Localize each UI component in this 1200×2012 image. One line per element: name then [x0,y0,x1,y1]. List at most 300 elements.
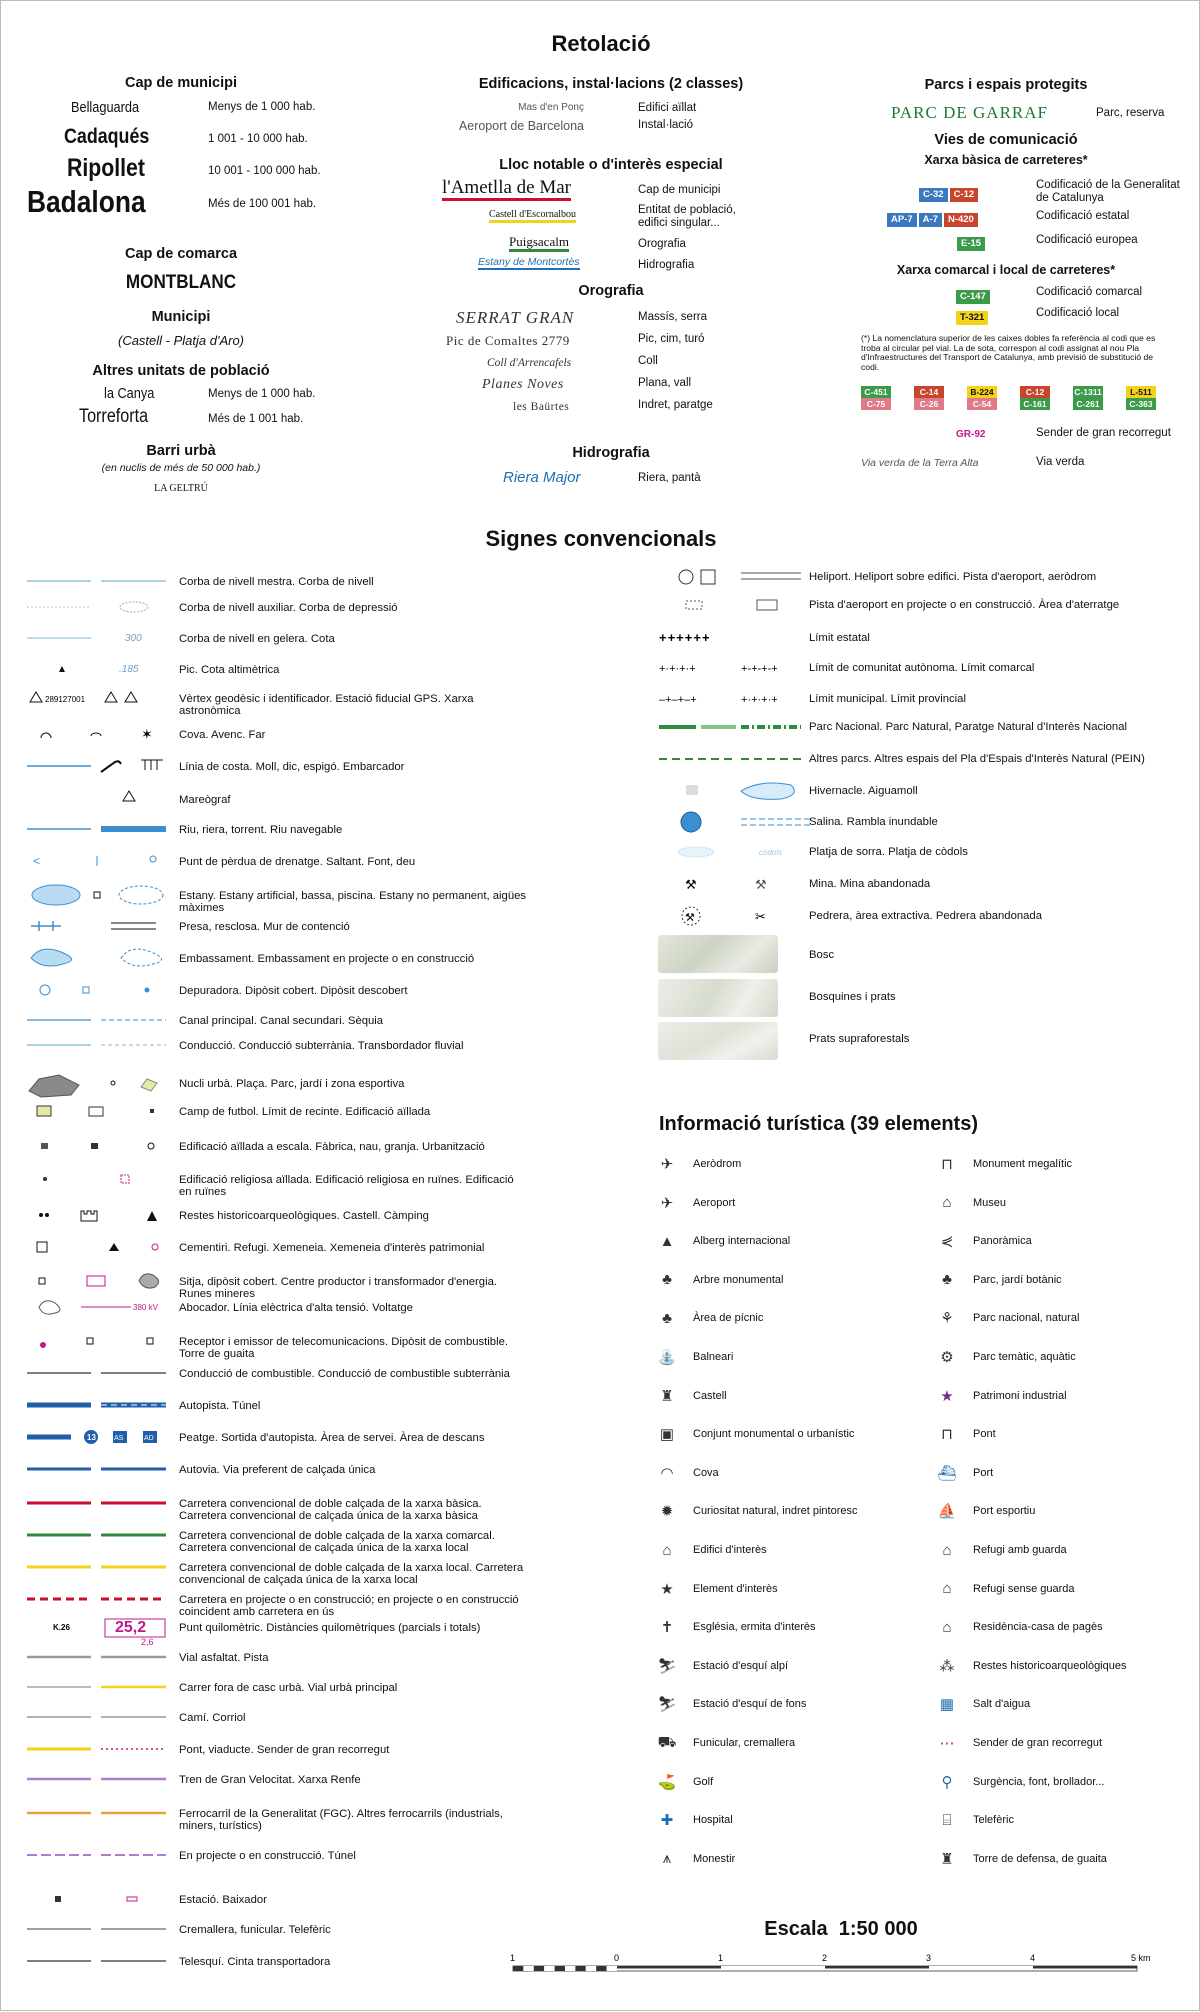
cap-comarca-heading: Cap de comarca [124,246,238,262]
scale-subdivision [513,1966,523,1971]
tourism-label: Monument megalític [973,1158,1073,1170]
oro-desc: Coll [638,355,658,367]
tourism-item [657,1271,784,1289]
tourism-item [657,1734,795,1752]
energy-center-icon [87,1276,105,1286]
tourism-icon: ⋯ [939,1735,955,1752]
double-road-badge [1073,386,1103,410]
pebble-beach-text: còdols [759,848,783,857]
parc-desc: Parc, reserva [1096,107,1165,119]
tourism-item [657,1811,733,1829]
town-desc: 10 001 - 100 000 hab. [208,165,321,177]
badge-top: C-14 [914,386,944,398]
lloc-heading: Lloc notable o d'interès especial [499,157,723,173]
pier-icon [101,761,121,772]
signe-label: Punt quilomètric. Distàncies quilomètriques (parcials i totals) [179,1622,481,1634]
greenhouse-icon [686,785,698,795]
isolated-building-icon [150,1109,154,1113]
temporary-lake-icon [119,886,163,904]
municipi-heading: Municipi [151,309,211,325]
tourism-label: Refugi amb guarda [973,1544,1067,1556]
tourism-item [937,1232,1032,1250]
tourism-label: Aeròdrom [693,1158,742,1170]
tourism-icon: ✈ [660,1156,674,1173]
signe-label: Abocador. Línia elèctrica d'alta tensió. Voltatge [179,1302,413,1314]
town-name-large: Ripollet [67,154,145,182]
signe-label: Platja de sorra. Platja de còdols [809,846,968,858]
tourism-icon: ♜ [940,1850,954,1868]
signe-label: Bosquines i prats [809,991,896,1003]
tourism-item [657,1425,854,1443]
tourism-icon: ★ [660,1580,674,1598]
tourism-item [657,1464,719,1482]
planned-runway-icon [686,601,702,609]
tourism-icon: ⊓ [941,1426,953,1444]
tourism-item [657,1502,857,1520]
tourism-icon: ✈ [660,1194,674,1212]
scale-subdivision [565,1966,575,1971]
tourism-label: Panoràmica [973,1235,1032,1248]
tourism-item [937,1618,1103,1636]
tourism-icon: ⊓ [941,1156,953,1173]
station-icon [55,1896,61,1902]
signe-label: Corba de nivell en gelera. Cota [179,633,335,645]
tourism-icon: ⛳ [657,1773,677,1791]
signe-label: Depuradora. Dipòsit cobert. Dipòsit descobert [179,985,408,997]
badge-top: C-1311 [1074,387,1102,397]
tourism-label: Museu [973,1196,1007,1209]
tourism-icon: ⌂ [942,1194,952,1212]
silo-icon [39,1278,45,1284]
tourism-label: Monestir [693,1852,736,1865]
tourism-label: Salt d'aigua [973,1698,1031,1711]
abandoned-quarry-icon: ✂ [755,909,766,924]
scale-segment [721,1966,825,1969]
tourism-icon: ⛷ [657,1696,677,1714]
signe-label: Nucli urbà. Plaça. Parc, jardí i zona esportiva [179,1078,405,1090]
archaeology-icon [39,1213,43,1217]
tourism-icon: ⌂ [942,1541,952,1559]
signe-label: Carrer fora de casc urbà. Vial urbà principal [179,1682,398,1694]
covered-tank-icon [83,987,89,993]
pool-icon [94,892,100,898]
avenc-icon [91,733,101,736]
municipi-name: (Castell - Platja d'Aro) [117,333,245,348]
via-verda-desc: Via verda [1036,456,1085,468]
tourism-item [657,1232,790,1250]
tourism-label: Balneari [693,1351,734,1363]
lloc-name-municipi: l'Ametlla de Mar [442,177,571,201]
town-name-xlarge: Badalona [27,184,146,219]
tourism-item [937,1271,1062,1289]
signe-label: Carretera en projecte o en construcció; en projecte o en construcció coincident amb carretera en ús [179,1594,519,1618]
wetland-icon [741,783,794,799]
signe-label: Prats supraforestals [809,1033,910,1045]
badge-bottom: C-161 [1020,398,1050,410]
barri-heading: Barri urbà [146,443,216,459]
signe-label: Peatge. Sortida d'autopista. Àrea de servei. Àrea de descans [179,1432,485,1444]
scale-tick-label: 4 [1030,1953,1036,1963]
tourism-icon: ⛵ [937,1503,957,1521]
voltage-text: 380 kV [133,1303,158,1312]
scale-subdivision [534,1966,544,1971]
signe-label: Camí. Corriol [179,1712,246,1724]
tourism-label: Torre de defensa, de guaita [973,1852,1107,1865]
quarry-tools-icon: ⚒ [685,912,695,924]
signe-label: Mina. Mina abandonada [809,878,931,890]
town-desc: Menys de 1 000 hab. [208,101,316,113]
retolacio-title: Retolació [551,31,651,56]
tourism-item [937,1580,1075,1598]
lloc-desc: Orografia [638,238,686,250]
road-badge: E-15 [957,237,985,251]
provincial-border-symbol: +·+·+·+ [741,694,778,706]
fuel-tank-icon [87,1338,93,1344]
tourism-icon: ♜ [660,1387,674,1405]
tourism-item [657,1773,713,1791]
double-road-badge [861,386,891,410]
road-badge: T-321 [956,311,988,325]
badge-row-europea [957,233,987,251]
saltworks-icon [681,812,701,832]
badge-row-local [956,307,990,325]
tide-gauge-icon [123,791,135,801]
hidro-name: Riera Major [503,469,581,486]
altres-desc: Menys de 1 000 hab. [208,388,316,400]
scale-tick-label: 0 [614,1953,620,1963]
signe-label: Embassament. Embassament en projecte o en construcció [179,953,475,965]
badge-bottom: C-75 [861,398,891,410]
instal-name: Aeroport de Barcelona [458,119,584,133]
lloc-desc: Cap de municipi [638,184,721,196]
scale-subdivision [523,1966,533,1971]
lloc-name-entitat: Castell d'Escornalbou [489,209,576,223]
signe-label: Línia de costa. Moll, dic, espigó. Embarcador [179,761,405,773]
xarxa-comarcal-heading: Xarxa comarcal i local de carreteres* [896,263,1116,277]
signe-label: Límit estatal [809,632,870,644]
tourism-label: Cova [693,1466,719,1479]
altres-name-large: Torreforta [79,406,149,427]
tourism-label: Port [973,1466,994,1479]
tourism-icon: ⛴ [937,1464,957,1482]
gps-station-icon [105,692,117,702]
reservoir-planned-icon [121,949,162,966]
tourism-icon: ◠ [660,1464,674,1482]
scale-subdivision [544,1966,554,1971]
badge-row-estatal [887,209,980,227]
xarxa-basica-heading: Xarxa bàsica de carreteres* [924,153,1088,167]
scale-segment [929,1966,1033,1969]
tourism-icon: ✝ [660,1619,674,1637]
archaeology-icon [45,1213,49,1217]
tourism-label: Curiositat natural, indret pintoresc [693,1505,858,1518]
tourism-icon: ⚲ [941,1773,953,1791]
scale-tick-label: 5 km [1131,1953,1151,1963]
signe-label: Límit municipal. Límit provincial [809,693,966,705]
tourism-icon: ⛲ [657,1349,677,1366]
tourism-icon: ▦ [939,1696,955,1714]
badge-bottom: C-261 [1073,398,1103,410]
road-badge: C-147 [956,290,990,304]
tourism-item [657,1695,806,1713]
scale-tick-label: 2 [822,1953,828,1963]
badge-row-comarcal [956,286,992,304]
edifici-name: Mas d'en Ponç [518,102,584,113]
signe-label: Pont, viaducte. Sender de gran recorregut [179,1744,390,1756]
tourism-item [937,1309,1079,1327]
astronomic-icon [125,692,137,702]
exit-number-text: 13 [87,1433,96,1442]
signe-label: Pedrera, àrea extractiva. Pedrera abandonada [809,910,1042,922]
turistica-title: Informació turística (39 elements) [659,1113,978,1135]
signe-label: Mareògraf [179,794,231,806]
tourism-item [657,1657,788,1675]
road-badge: C-12 [950,188,979,202]
scale-subdivision [586,1966,596,1971]
refuge-icon [109,1243,119,1251]
signe-label: Riu, riera, torrent. Riu navegable [179,824,343,836]
oro-name-indret: les Baürtes [513,401,570,413]
navigable-river [101,826,166,832]
rest-area-text: AD [144,1435,154,1442]
tourism-item [657,1850,735,1868]
treatment-plant-icon [40,985,50,995]
double-road-badge [967,386,997,410]
tourism-item [937,1734,1102,1752]
oro-name-coll: Coll d'Arrencafels [487,357,572,369]
cota-alt-text: .185 [119,664,139,675]
lloc-desc: Entitat de població, edifici singular... [638,204,736,229]
tourism-label: Hospital [693,1814,733,1827]
sand-beach-icon [678,847,714,857]
tourism-item [937,1348,1076,1366]
tourism-item [657,1194,735,1212]
tourism-label: Parc temàtic, aquàtic [973,1351,1076,1363]
badge-bottom: C-26 [914,398,944,410]
plaza-icon [111,1081,115,1085]
tourism-icon: ⌂ [662,1541,672,1559]
scale-subdivision [575,1966,585,1971]
state-border-symbol: ++++++ [659,630,711,645]
hidro-desc: Riera, pantà [638,472,701,484]
oro-desc: Massís, serra [638,311,708,323]
oro-desc: Indret, paratge [638,399,713,411]
altres-desc: Més de 1 001 hab. [208,413,304,425]
tourism-label: Refugi sense guarda [973,1582,1075,1595]
bosquines-swatch [658,979,778,1017]
signe-label: Telesquí. Cinta transportadora [179,1956,331,1968]
hidrografia-heading: Hidrografia [572,445,650,461]
signe-label: Carretera convencional de doble calçada de la xarxa local. Carretera convencional de calçada única de la xarxa local [179,1562,524,1586]
scale-tick-label: 1 [718,1953,724,1963]
km-point-text: K.26 [53,1623,70,1632]
peak-icon [59,666,65,672]
oro-name-pic: Pic de Comaltes 2779 [446,333,570,348]
abandoned-mine-icon: ⚒ [755,877,767,892]
tourism-item [657,1580,778,1598]
autonomous-border-symbol: +·+·+·+ [659,663,696,675]
comarca-name: MONTBLANC [125,272,237,293]
reservoir-icon [31,949,72,966]
lloc-desc: Hidrografia [638,259,695,271]
tourism-item [937,1811,1014,1829]
comarcal-border-symbol: +-+-+-+ [741,663,778,675]
badge-bottom: C-363 [1126,398,1156,410]
tourism-label: Funicular, cremallera [693,1737,796,1749]
tourism-icon: ▣ [659,1426,675,1444]
signe-label: Corba de nivell auxiliar. Corba de depressió [179,602,398,614]
vertex-id-text: 289127001 [45,695,86,704]
signe-label: Restes historicoarqueològiques. Castell. Càmping [179,1210,429,1222]
scale-subdivision [596,1966,606,1971]
vies-desc: Codificació estatal [1036,210,1130,222]
edifici-desc: Edifici aïllat [638,102,697,114]
partial-distance-text: 2,6 [141,1637,154,1647]
oro-name-serra: SERRAT GRAN [456,308,575,327]
lighthouse-icon: ✶ [141,726,153,742]
altres-heading: Altres unitats de població [92,363,270,379]
tourism-item [937,1194,1006,1212]
signe-label: Autopista. Túnel [179,1400,261,1412]
tourism-item [657,1309,763,1327]
signe-label: Estany. Estany artificial, bassa, piscina. Estany no permanent, aigües màximes [179,890,527,914]
tourism-item [937,1541,1067,1559]
tourism-item [937,1155,1072,1173]
signe-label: Cova. Avenc. Far [179,729,266,741]
lloc-name-hidrografia: Estany de Montcortès [478,256,580,268]
parc-name: PARC DE GARRAF [891,103,1048,122]
vies-heading: Vies de comunicació [934,132,1078,148]
tourism-item [937,1387,1067,1405]
scale-bar [501,1951,1181,1981]
barri-name: LA GELTRÚ [154,483,208,494]
castle-icon [81,1211,97,1221]
tourism-label: Edifici d'interès [693,1544,767,1556]
cave-icon [41,733,51,738]
park-icon [141,1079,157,1091]
tourism-icon: ⌂ [942,1580,952,1598]
tourism-label: Golf [693,1775,714,1788]
escala-title: Escala 1:50 000 [764,1918,918,1940]
tourism-label: Parc nacional, natural [973,1312,1080,1325]
signe-label: Camp de futbol. Límit de recinte. Edificació aïllada [179,1106,431,1118]
tourism-icon: ★ [940,1387,954,1405]
tourism-label: Residència-casa de pagès [973,1621,1103,1634]
urban-core-icon [29,1075,79,1097]
signe-label: Vial asfaltat. Pista [179,1652,269,1664]
parcs-heading: Parcs i espais protegits [924,77,1088,93]
open-tank-icon [145,988,150,993]
tourism-icon: ⋞ [940,1233,954,1251]
comarcal-desc: Codificació local [1036,307,1120,319]
tourism-label: Arbre monumental [693,1273,784,1286]
bosc-swatch [658,935,778,973]
tourism-icon: ♣ [942,1271,952,1289]
tourism-item [657,1348,733,1366]
tourism-item [937,1657,1126,1675]
tourism-icon: ⚙ [940,1349,954,1366]
tourism-item [937,1464,993,1482]
tourism-item [937,1850,1107,1868]
dock-icon [141,760,163,770]
dam-icon [31,921,61,931]
factory-icon [91,1143,98,1149]
tourism-item [937,1773,1104,1791]
tourism-icon: ⛷ [657,1657,677,1675]
road-badge: C-32 [919,188,948,202]
signe-label: Heliport. Heliport sobre edifici. Pista d'aeroport, aeròdrom [809,571,1097,583]
signe-label: Conducció. Conducció subterrània. Transbordador fluvial [179,1040,464,1052]
signe-label: Pic. Cota altimètrica [179,664,280,676]
town-name-small: Bellaguarda [71,99,140,116]
comarcal-desc: Codificació comarcal [1036,286,1143,298]
signe-label: Ferrocarril de la Generalitat (FGC). Altres ferrocarrils (industrials, miners, turístics) [179,1808,503,1832]
tourism-label: Església, ermita d'interès [693,1621,816,1634]
tourism-icon: ♣ [662,1271,672,1289]
road-badge: AP-7 [887,213,917,227]
tourism-icon: ⚘ [940,1310,954,1328]
signe-label: Salina. Rambla inundable [809,816,938,828]
heliport-icon [679,570,693,584]
gr-code: GR-92 [956,429,986,440]
left-symbol-canvas [1,1,661,2012]
oro-name-plana: Planes Noves [482,377,564,392]
double-road-badge [914,386,944,410]
signe-label: Parc Nacional. Parc Natural, Paratge Natural d'Interès Nacional [809,721,1127,733]
scale-segment [617,1966,721,1969]
watchtower-icon [147,1338,153,1344]
scale-subdivision [607,1966,617,1971]
service-area-text: AS [114,1435,124,1442]
road-badge: A-7 [919,213,942,227]
tourism-label: Surgència, font, brollador... [973,1775,1105,1788]
badge-top: C-12 [1020,386,1050,398]
town-desc: Més de 100 001 hab. [208,198,317,210]
badge-top: L-511 [1126,386,1156,398]
tourism-label: Sender de gran recorregut [973,1737,1103,1749]
urbanization-icon [148,1143,154,1149]
tourism-label: Parc, jardí botànic [973,1273,1062,1286]
signe-label: Cremallera, funicular. Telefèric [179,1924,331,1936]
oro-desc: Pic, cim, turó [638,333,705,345]
via-verda-name: Via verda de la Terra Alta [861,457,979,469]
double-badges [861,386,1166,418]
tourism-item [937,1425,996,1443]
tourism-label: Estació d'esquí de fons [693,1698,807,1711]
barri-sub: (en nuclis de més de 50 000 hab.) [101,462,261,474]
scale-tick-label: 3 [926,1953,932,1963]
spring-icon [150,856,156,862]
tourism-icon: ♣ [662,1309,672,1327]
signe-label: Canal principal. Canal secundari. Sèquia [179,1015,384,1027]
signe-label: Pista d'aeroport en projecte o en construcció. Àrea d'aterratge [809,599,1120,611]
municipal-border-symbol: –+–+–+ [659,694,697,706]
orografia-heading: Orografia [578,283,644,299]
lake-icon [32,885,80,905]
scale-tick-label: 1 [510,1953,516,1963]
total-distance-text: 25,2 [115,1619,147,1636]
instal-desc: Instal·lació [638,119,693,131]
drainage-loss-icon: < [33,854,41,868]
tourism-icon: ⌸ [942,1811,952,1829]
oro-desc: Plana, vall [638,377,692,389]
signe-label: Altres parcs. Altres espais del Pla d'Espais d'Interès Natural (PEIN) [809,753,1145,765]
tourism-label: Element d'interès [693,1582,778,1595]
nomenclatura-note: (*) La nomenclatura superior de les caixes dobles fa referència al codi que es troba al circular pel vial. La de sota, correspon al codi assignat al nou Pla d'Infraestructures del Transport de Catalunya, amb previsió de substitució de codi. [861,333,1156,372]
scaled-building-icon [41,1143,48,1149]
tourism-item [657,1618,816,1636]
signe-label: Autovia. Via preferent de calçada única [179,1464,376,1476]
